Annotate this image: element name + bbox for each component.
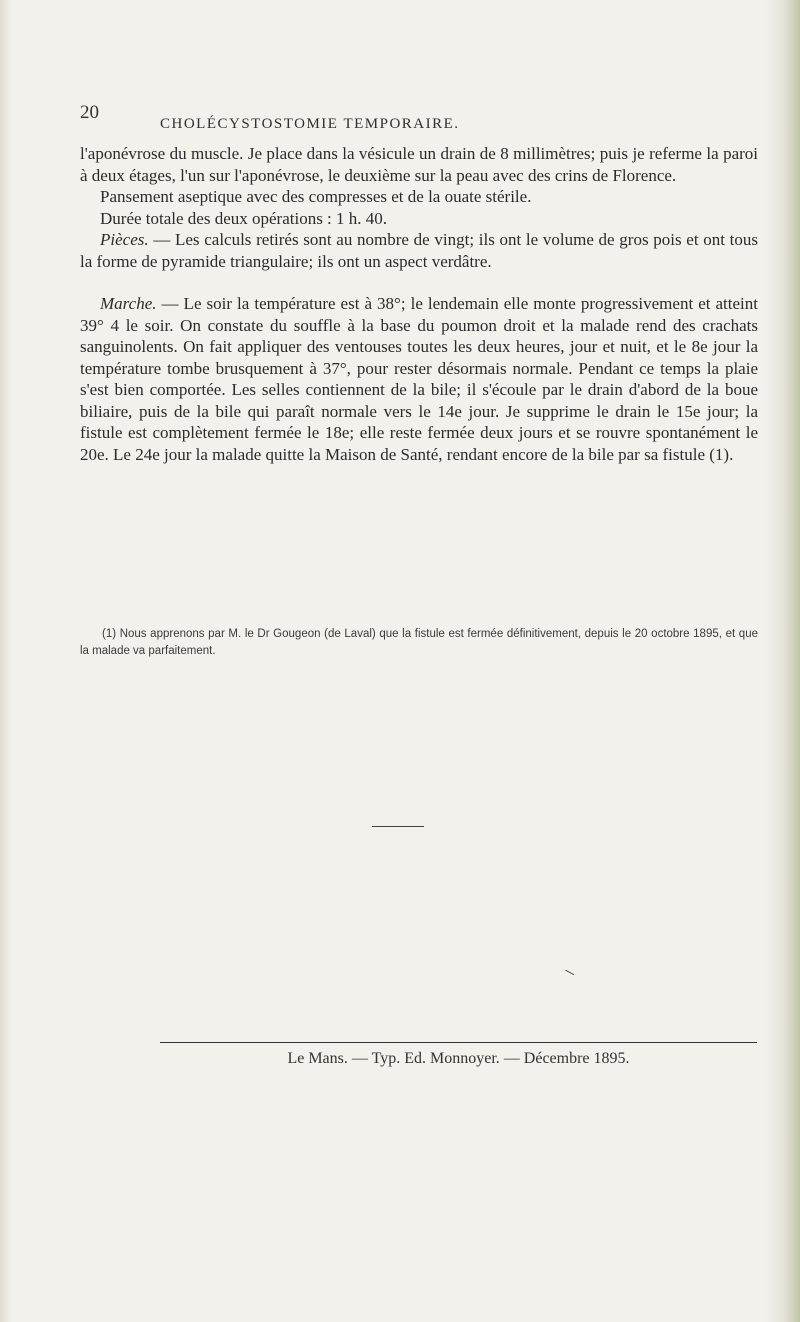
pieces-label: Pièces. [100,230,149,249]
stray-mark: \ [563,966,576,979]
paragraph-dressing: Pansement aseptique avec des compresses et de la ouate stérile. [100,187,532,206]
imprint-rule [160,1042,757,1043]
paragraph-operation-end: l'aponévrose du muscle. Je place dans la vésicule un drain de 8 millimètres; puis je referme la paroi à deux étages, l'un sur l'aponévrose, le deuxième sur la peau avec des crins de Florence. [80,144,758,185]
marche-text: — Le soir la température est à 38°; le lendemain elle monte progressivement et atteint 39° 4 le soir. On constate du souffle à la base du poumon droit et la malade rend des crachats sanguinolents. On fait appliquer des ventouses toutes les deux heures, jour et nuit, et le 8e jour la température tombe brusquement à 37°, pour rester désormais normale. Pendant ce temps la plaie s'est bien comportée. Les selles contiennent de la bile; il s'écoule par le drain d'abord de la boue biliaire, puis de la bile qui paraît normale vers le 14e jour. Je supprime le drain le 15e jour; la fistule est complètement fermée le 18e; elle reste fermée deux jours et se rouvre spontanément le 20e. Le 24e jour la malade quitte la Maison de Santé, rendant encore de la bile par sa fistule (1). [80,294,758,464]
paragraph-marche [80,293,758,465]
marche-label: Marche. [100,294,157,313]
printer-imprint: Le Mans. — Typ. Ed. Monnoyer. — Décembre 1895. [287,1050,630,1067]
page-number: 20 [80,102,99,123]
main-text [80,143,758,465]
page-gutter-shadow [0,0,12,1322]
paragraph-duration: Durée totale des deux opérations : 1 h. 40. [100,208,388,228]
paragraph-pieces [80,229,758,272]
running-title: CHOLÉCYSTOSTOMIE TEMPORAIRE. [160,116,460,132]
page-edge-discoloration [766,0,800,1322]
section-divider [372,826,424,827]
pieces-text: — Les calculs retirés sont au nombre de vingt; ils ont le volume de gros pois et ont tous la forme de pyramide triangulaire; ils ont un aspect verdâtre. [80,230,758,271]
footnote [80,626,758,660]
footnote-text: (1) Nous apprenons par M. le Dr Gougeon (de Laval) que la fistule est fermée définitivement, depuis le 20 octobre 1895, et que la malade va parfaitement. [80,628,758,657]
